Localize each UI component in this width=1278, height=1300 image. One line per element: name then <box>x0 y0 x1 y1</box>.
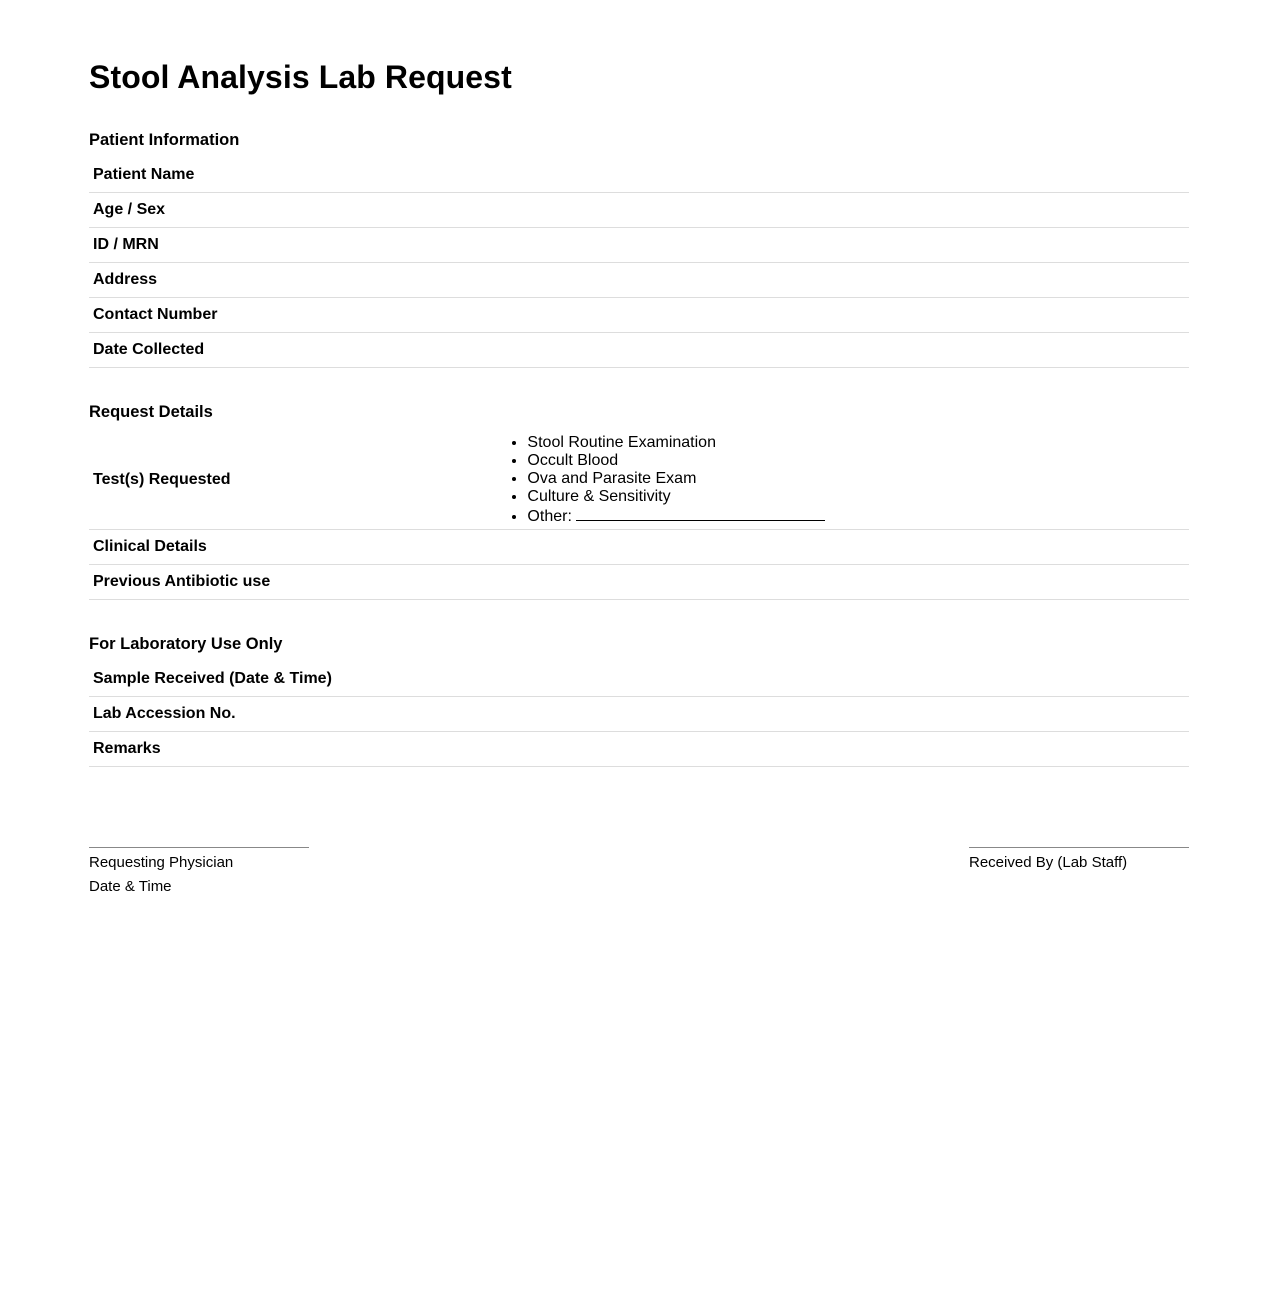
physician-signature-line[interactable] <box>89 847 309 848</box>
patient-info-heading: Patient Information <box>89 131 240 149</box>
lab-staff-signature-line[interactable] <box>969 847 1189 848</box>
physician-signature-block <box>89 847 309 899</box>
previous-antibiotic-label: Previous Antibiotic use <box>89 565 504 600</box>
lab-use-heading: For Laboratory Use Only <box>89 635 283 653</box>
id-mrn-field[interactable] <box>505 228 1189 263</box>
table-row <box>89 697 1189 732</box>
tests-list <box>508 434 1185 526</box>
other-test-field[interactable] <box>576 506 825 521</box>
clinical-details-field[interactable] <box>504 530 1189 565</box>
list-item-other <box>527 506 1185 526</box>
page-title: Stool Analysis Lab Request <box>89 59 512 95</box>
lab-request-form <box>89 0 1189 907</box>
sample-received-label: Sample Received (Date & Time) <box>89 662 505 697</box>
table-row <box>89 430 1189 530</box>
list-item[interactable]: • Occult Blood <box>527 452 1185 470</box>
date-collected-label: Date Collected <box>89 333 505 368</box>
address-field[interactable] <box>505 263 1189 298</box>
lab-use-table <box>89 662 1189 767</box>
table-row <box>89 530 1189 565</box>
physician-signature-label: Requesting Physician <box>89 854 234 871</box>
signature-area <box>89 847 1189 907</box>
remarks-label: Remarks <box>89 732 505 767</box>
age-sex-label: Age / Sex <box>89 193 505 228</box>
request-details-table <box>89 430 1189 600</box>
tests-requested-cell <box>504 430 1189 530</box>
other-label: Other: <box>527 507 572 525</box>
table-row <box>89 333 1189 368</box>
table-row <box>89 193 1189 228</box>
table-row <box>89 565 1189 600</box>
contact-number-label: Contact Number <box>89 298 505 333</box>
lab-accession-label: Lab Accession No. <box>89 697 505 732</box>
table-row <box>89 732 1189 767</box>
patient-info-table <box>89 158 1189 368</box>
table-row <box>89 158 1189 193</box>
lab-accession-field[interactable] <box>505 697 1189 732</box>
physician-date-label: Date & Time <box>89 878 172 895</box>
address-label: Address <box>89 263 505 298</box>
table-row <box>89 263 1189 298</box>
request-details-heading: Request Details <box>89 403 213 421</box>
list-item[interactable]: • Culture & Sensitivity <box>527 488 1185 506</box>
tests-requested-label: Test(s) Requested <box>89 430 504 530</box>
table-row <box>89 298 1189 333</box>
remarks-field[interactable] <box>505 732 1189 767</box>
table-row <box>89 228 1189 263</box>
age-sex-field[interactable] <box>505 193 1189 228</box>
date-collected-field[interactable] <box>505 333 1189 368</box>
patient-name-label: Patient Name <box>89 158 505 193</box>
sample-received-field[interactable] <box>505 662 1189 697</box>
patient-name-field[interactable] <box>505 158 1189 193</box>
id-mrn-label: ID / MRN <box>89 228 505 263</box>
table-row <box>89 662 1189 697</box>
list-item[interactable]: • Stool Routine Examination <box>527 434 1185 452</box>
previous-antibiotic-field[interactable] <box>504 565 1189 600</box>
contact-number-field[interactable] <box>505 298 1189 333</box>
lab-staff-signature-label: Received By (Lab Staff) <box>969 854 1128 871</box>
lab-staff-signature-block <box>969 847 1189 875</box>
clinical-details-label: Clinical Details <box>89 530 504 565</box>
list-item[interactable]: • Ova and Parasite Exam <box>527 470 1185 488</box>
